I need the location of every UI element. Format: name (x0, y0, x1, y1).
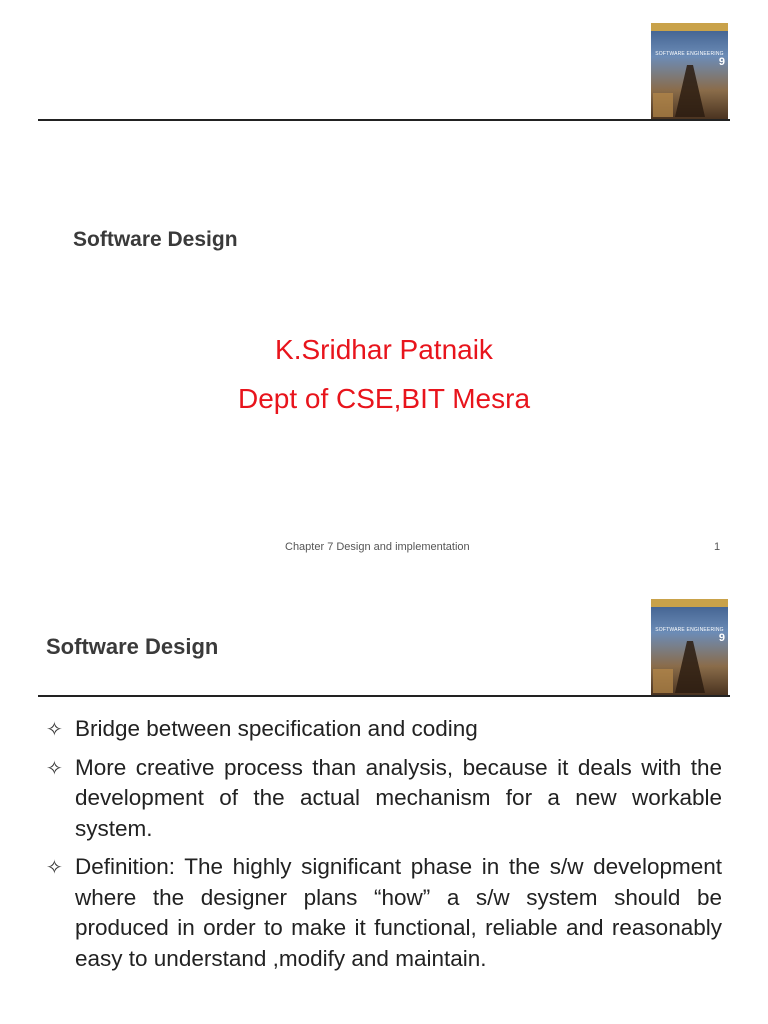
cover-band (651, 599, 728, 607)
bullet-star-icon: ✧ (46, 717, 63, 741)
bullet-star-icon: ✧ (46, 855, 63, 879)
cover-band (651, 23, 728, 31)
slide-title: Software Design (73, 228, 238, 251)
cover-figure (675, 65, 705, 117)
cover-figure (675, 641, 705, 693)
author-name: K.Sridhar Patnaik (275, 334, 493, 365)
bullet-list (46, 714, 722, 982)
slide-title: Software Design (46, 634, 219, 659)
page-number: 1 (714, 541, 721, 553)
author-department: Dept of CSE,BIT Mesra (237, 383, 531, 414)
book-cover-image (651, 599, 728, 695)
header-rule (38, 695, 730, 697)
header-rule (38, 119, 730, 121)
cover-edition: 9 (718, 56, 725, 68)
cover-edition: 9 (718, 632, 725, 644)
slide-2 (0, 576, 768, 1024)
bullet-text: More creative process than analysis, because it deals with the development of the actual mechanism for a new workable system. (75, 754, 722, 841)
slide-footer: Chapter 7 Design and implementation (285, 541, 470, 553)
bullet-item (46, 753, 722, 845)
cover-figure-secondary (653, 93, 673, 117)
cover-title: SOFTWARE ENGINEERING (655, 627, 724, 633)
bullet-item (46, 852, 722, 974)
bullet-text: Bridge between specification and coding (75, 716, 478, 741)
bullet-star-icon: ✧ (46, 755, 63, 780)
cover-figure-secondary (653, 669, 673, 693)
bullet-item (46, 714, 722, 745)
bullet-text: Definition: The highly significant phase in the s/w development where the designer plans “how” a s/w system should be produced in order to make it functional, reliable and reasonably easy to understand ,modify and maintain. (75, 854, 722, 971)
book-cover-image (651, 23, 728, 119)
cover-title: SOFTWARE ENGINEERING (655, 51, 724, 57)
